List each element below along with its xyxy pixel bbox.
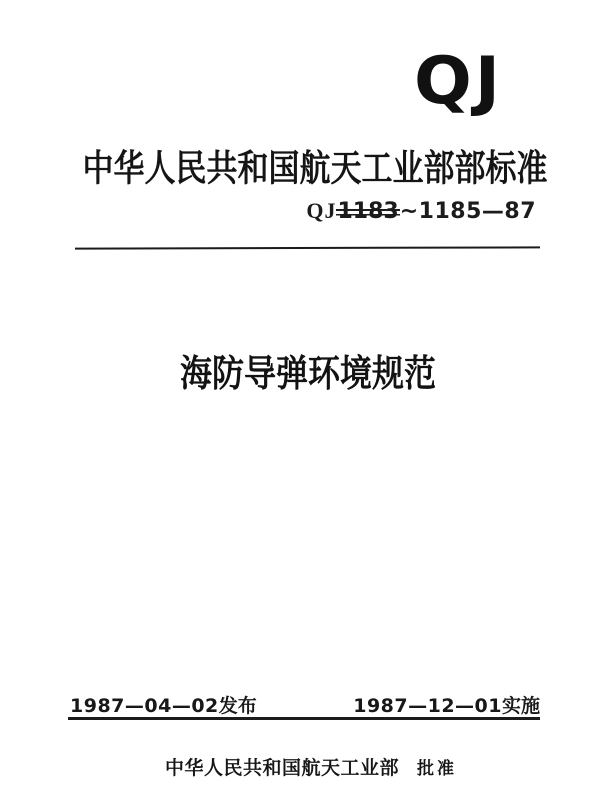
dates-row xyxy=(70,691,540,718)
standard-number-prefix: QJ xyxy=(306,198,337,223)
standard-number xyxy=(0,198,536,224)
approval-line xyxy=(0,753,600,780)
release-date xyxy=(70,691,257,718)
document-title: 海防导弹环境规范 xyxy=(179,350,436,396)
ministry-standard-heading: 中华人民共和国航天工业部部标准 xyxy=(82,147,548,190)
footer-divider-line xyxy=(68,717,540,720)
implementation-date xyxy=(353,691,540,718)
qj-logo: QJ xyxy=(414,44,504,120)
implementation-date-value: 1987—12—01 xyxy=(353,695,502,717)
approval-organization: 中华人民共和国航天工业部 xyxy=(164,757,399,779)
header-divider-line xyxy=(75,246,540,249)
standard-number-suffix: ~1185—87 xyxy=(399,199,536,224)
approval-label: 批准 xyxy=(417,759,457,779)
release-date-value: 1987—04—02 xyxy=(70,695,219,717)
standard-number-struck-out: 1183 xyxy=(337,199,399,224)
release-date-label: 发布 xyxy=(218,695,257,717)
implementation-date-label: 实施 xyxy=(501,695,540,717)
